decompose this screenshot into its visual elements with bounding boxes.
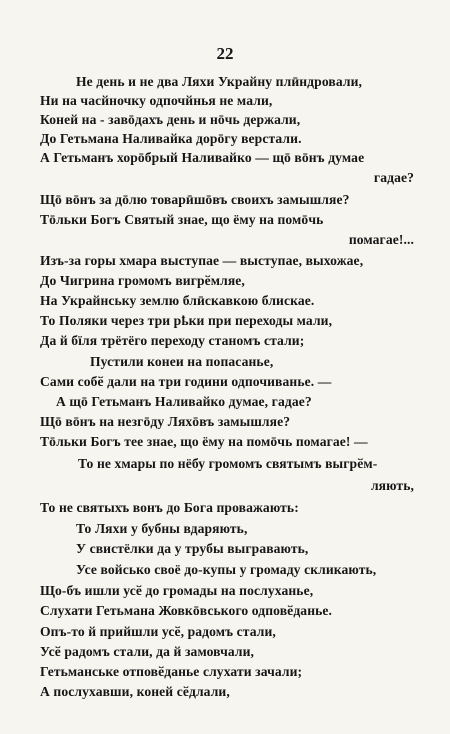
- poem-line: Пустили конеи на попасанье,: [90, 354, 274, 369]
- poem-line: Гетьманське отповӗданье слухати зачали;: [40, 664, 303, 679]
- poem-line: Сами собӗ дали на три години одпочиванье. —: [40, 374, 332, 389]
- poem-line: То Поляки через три рҍки при переходы мали,: [40, 313, 333, 328]
- poem-line: У свистёлки да у трубы выгравають,: [76, 541, 309, 556]
- poem-line: Слухати Гетьмана Жовкōвського одповӗданье.: [40, 603, 333, 618]
- poem-line: Щō вōнъ за дōлю товарӣшōвъ своихъ замышляе?: [40, 192, 350, 207]
- poem-line: До Гетьмана Наливайка дорōгу верстали.: [40, 131, 302, 146]
- poem-line: Не день и не два Ляхи Украйну плӣндровали,: [76, 74, 362, 89]
- poem-line: А щō Гетьманъ Наливайко думае, гадае?: [56, 394, 312, 409]
- poem-line: Да й бїля трётёго переходу станомъ стали;: [40, 333, 305, 348]
- poem-line: То не хмары по нёбу громомъ святымъ выгрӗм-: [78, 456, 378, 471]
- poem-line: Изъ-за горы хмара выступае — выступае, выхожае,: [40, 253, 364, 268]
- poem-line: Що-бъ ишли усӗ до громады на послуханье,: [40, 583, 314, 598]
- poem-line-continuation: ляють,: [370, 478, 414, 493]
- poem-line: Коней на - завōдахъ день и нōчь держали,: [40, 112, 301, 127]
- poem-line-continuation: помагае!...: [348, 232, 414, 247]
- poem-line: Усе войсько своё до-купы у громаду скликають,: [76, 562, 377, 577]
- poem-line: На Украйнську землю блӣскавкою блискае.: [40, 293, 315, 308]
- poem-line: Ни на часйночку одпочйнья не мали,: [40, 93, 273, 108]
- poem-line: То Ляхи у бубны вдаряють,: [76, 521, 248, 536]
- poem-line: То не святыхъ вонъ до Бога проважають:: [40, 500, 299, 515]
- page-number: 22: [216, 44, 234, 63]
- poem-line: До Чигрина громомъ вигрӗмляе,: [40, 273, 245, 288]
- poem-line: Тōльки Богъ Святый знае, що ёму на помōчь: [40, 212, 324, 227]
- poem-line: Тōльки Богъ тее знае, що ёму на помōчь помагае! —: [40, 434, 368, 449]
- poem-line: А послухавши, коней сӗдлали,: [40, 684, 230, 699]
- poem-line: Щō вōнъ на незгōду Ляхōвъ замышляе?: [40, 414, 291, 429]
- poem-line: Усӗ радомъ стали, да й замовчали,: [40, 644, 255, 659]
- poem-line: Опъ-то й прийшли усӗ, радомъ стали,: [40, 624, 276, 639]
- poem-line: А Гетьманъ хорōбрый Наливайко — щō вōнъ думае: [40, 150, 365, 165]
- poem-line-continuation: гадае?: [373, 170, 414, 185]
